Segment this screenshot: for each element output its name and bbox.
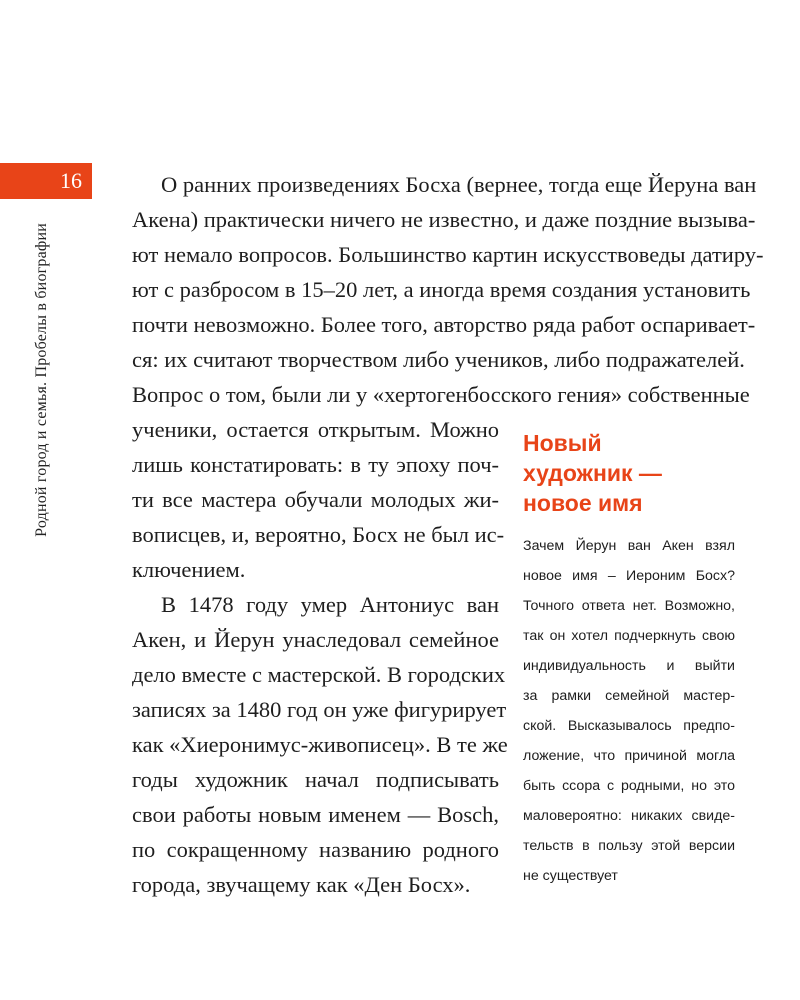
- text-line: ти все мастера обучали молодых жи-: [132, 487, 499, 512]
- text-line: ся: их считают творчеством либо учеников, либо подражателей.: [132, 347, 745, 372]
- page-number: 16: [60, 168, 82, 193]
- text-line: города, звучащему как «Ден Босх».: [132, 872, 471, 897]
- text-line: записях за 1480 год он уже фигурирует: [132, 697, 507, 722]
- text-line: годы художник начал подписывать: [132, 767, 499, 792]
- text-line: ученики, остается открытым. Можно: [132, 417, 499, 442]
- text-line: как «Хиеронимус-живописец». В те же: [132, 732, 508, 757]
- sidebar-line: быть ссора с родными, но это: [523, 778, 735, 794]
- text-line: по сокращенному названию родного: [132, 837, 499, 862]
- sidebar-line: маловероятно: никаких свиде-: [523, 808, 735, 824]
- text-line: свои работы новым именем — Bosch,: [132, 802, 499, 827]
- text-line: ключением.: [132, 557, 246, 582]
- sidebar-line: ской. Высказывалось предпо-: [523, 718, 735, 734]
- running-head: [22, 205, 62, 537]
- sidebar-line: новое имя – Иероним Босх?: [523, 568, 735, 584]
- text-line: дело вместе с мастерской. В городских: [132, 662, 506, 687]
- text-line: вописцев, и, вероятно, Босх не был ис-: [132, 522, 505, 547]
- text-line: почти невозможно. Более того, авторство ряда работ оспаривает-: [132, 312, 756, 337]
- text-line: Вопрос о том, были ли у «хертогенбосского гения» собственные: [132, 382, 750, 407]
- sidebar-heading-line: Новый: [523, 430, 602, 456]
- sidebar-line: так он хотел подчеркнуть свою: [523, 628, 735, 644]
- text-line: Акен, и Йерун унаследовал семейное: [132, 627, 499, 652]
- sidebar-line: индивидуальность и выйти: [523, 658, 735, 674]
- sidebar-heading-line: художник —: [523, 460, 662, 486]
- text-line: В 1478 году умер Антониус ван: [161, 592, 499, 617]
- sidebar-heading: [523, 428, 753, 518]
- sidebar-line: за рамки семейной мастер-: [523, 688, 735, 704]
- text-line: лишь констатировать: в ту эпоху поч-: [132, 452, 499, 477]
- page-number-tab: [0, 163, 92, 199]
- text-line: ют немало вопросов. Большинство картин искусствоведы датиру-: [132, 242, 764, 267]
- text-line: ют с разбросом в 15–20 лет, а иногда время создания установить: [132, 277, 751, 302]
- text-line: Акена) практически ничего не известно, и даже поздние вызыва-: [132, 207, 756, 232]
- sidebar-line: Зачем Йерун ван Акен взял: [523, 538, 735, 554]
- running-head-text: Родной город и семья. Пробелы в биографии: [33, 223, 50, 537]
- sidebar-line: Точного ответа нет. Возможно,: [523, 598, 735, 614]
- sidebar-line: не существует: [523, 868, 618, 884]
- sidebar-line: ложение, что причиной могла: [523, 748, 735, 764]
- sidebar-heading-line: новое имя: [523, 490, 643, 516]
- sidebar-line: тельств в пользу этой версии: [523, 838, 735, 854]
- text-line: О ранних произведениях Босха (вернее, тогда еще Йеруна ван: [161, 172, 757, 197]
